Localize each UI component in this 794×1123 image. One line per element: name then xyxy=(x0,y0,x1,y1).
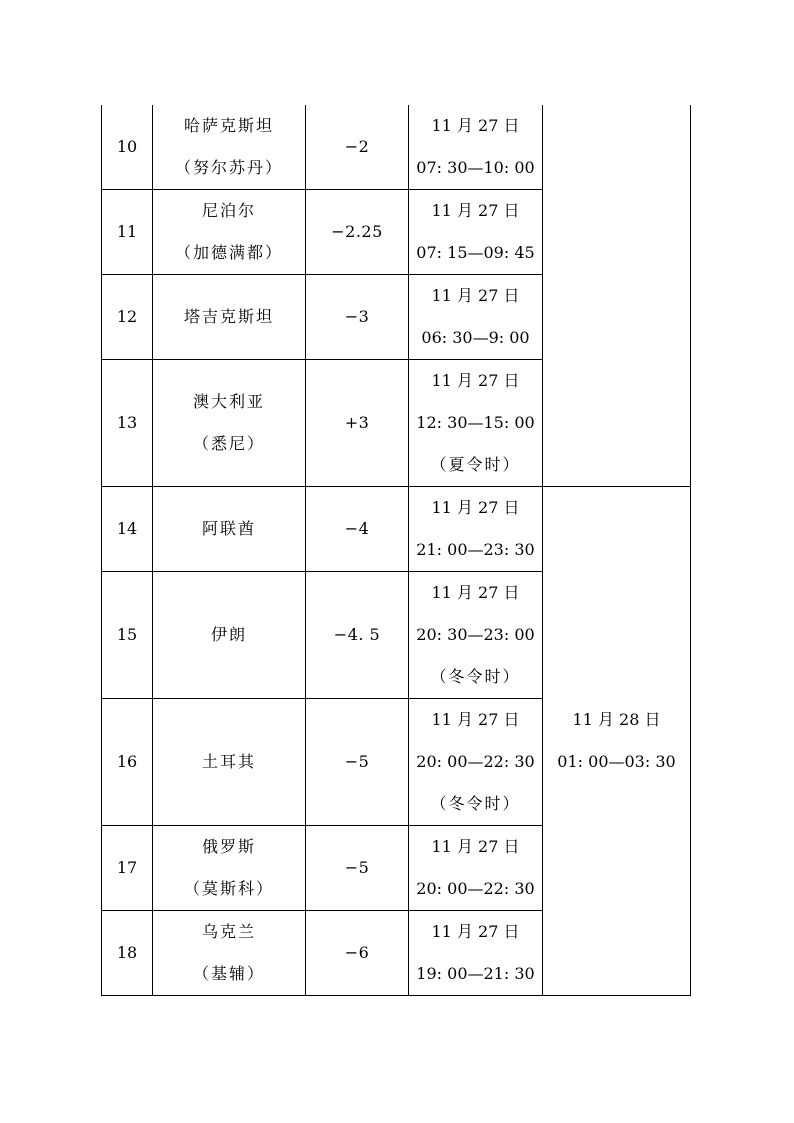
beijing-time-cell xyxy=(543,487,691,996)
country-name: 尼泊尔 xyxy=(201,201,256,220)
local-date: 11 月 27 日 xyxy=(431,710,520,729)
dst-note: （冬令时） xyxy=(430,667,521,686)
local-time-cell xyxy=(409,572,543,699)
local-time-cell xyxy=(409,360,543,487)
country-cell xyxy=(153,360,306,487)
local-time-range: 07: 15—09: 45 xyxy=(416,243,535,262)
local-time-cell xyxy=(409,275,543,360)
city-name: （基辅） xyxy=(192,964,265,983)
country-name: 塔吉克斯坦 xyxy=(183,307,274,326)
row-number: 13 xyxy=(102,360,153,487)
dst-note: （冬令时） xyxy=(430,794,521,813)
local-time-range: 20: 00—22: 30 xyxy=(416,752,535,771)
city-name: （努尔苏丹） xyxy=(174,158,283,177)
local-date: 11 月 27 日 xyxy=(431,922,520,941)
country-cell xyxy=(153,275,306,360)
row-number: 10 xyxy=(102,105,153,190)
time-offset: −4 xyxy=(306,487,409,572)
row-number: 16 xyxy=(102,699,153,826)
local-time-cell xyxy=(409,699,543,826)
local-time-range: 12: 30—15: 00 xyxy=(416,413,535,432)
country-name: 土耳其 xyxy=(201,752,256,771)
row-number: 12 xyxy=(102,275,153,360)
local-time-cell xyxy=(409,190,543,275)
local-time-cell xyxy=(409,487,543,572)
table-row xyxy=(102,487,691,572)
local-time-cell xyxy=(409,105,543,190)
time-offset: −5 xyxy=(306,826,409,911)
country-cell xyxy=(153,911,306,996)
country-cell xyxy=(153,105,306,190)
local-date: 11 月 27 日 xyxy=(431,837,520,856)
beijing-date: 11 月 28 日 xyxy=(572,710,661,729)
table-row xyxy=(102,105,691,190)
row-number: 15 xyxy=(102,572,153,699)
country-cell xyxy=(153,826,306,911)
local-time-range: 06: 30—9: 00 xyxy=(421,328,530,347)
beijing-time-cell-upper xyxy=(543,105,691,487)
time-offset: −5 xyxy=(306,699,409,826)
time-offset: −6 xyxy=(306,911,409,996)
dst-note: （夏令时） xyxy=(430,455,521,474)
country-cell xyxy=(153,699,306,826)
local-time-cell xyxy=(409,826,543,911)
country-name: 俄罗斯 xyxy=(201,837,256,856)
country-cell xyxy=(153,572,306,699)
row-number: 11 xyxy=(102,190,153,275)
country-name: 澳大利亚 xyxy=(192,392,265,411)
local-time-cell xyxy=(409,911,543,996)
time-offset: −2.25 xyxy=(306,190,409,275)
local-date: 11 月 27 日 xyxy=(431,498,520,517)
local-date: 11 月 27 日 xyxy=(431,371,520,390)
country-name: 乌克兰 xyxy=(201,922,256,941)
time-offset: −3 xyxy=(306,275,409,360)
timezone-table xyxy=(101,105,691,996)
local-time-range: 20: 00—22: 30 xyxy=(416,879,535,898)
time-offset: +3 xyxy=(306,360,409,487)
local-date: 11 月 27 日 xyxy=(431,286,520,305)
local-time-range: 21: 00—23: 30 xyxy=(416,540,535,559)
time-offset: −2 xyxy=(306,105,409,190)
country-name: 哈萨克斯坦 xyxy=(183,116,274,135)
row-number: 17 xyxy=(102,826,153,911)
beijing-time-range: 01: 00—03: 30 xyxy=(557,752,676,771)
city-name: （莫斯科） xyxy=(183,879,274,898)
local-date: 11 月 27 日 xyxy=(431,583,520,602)
local-date: 11 月 27 日 xyxy=(431,201,520,220)
time-offset: −4. 5 xyxy=(306,572,409,699)
local-time-range: 19: 00—21: 30 xyxy=(416,964,535,983)
country-name: 伊朗 xyxy=(210,625,247,644)
local-time-range: 20: 30—23: 00 xyxy=(416,625,535,644)
country-name: 阿联酋 xyxy=(201,519,256,538)
country-cell xyxy=(153,190,306,275)
row-number: 14 xyxy=(102,487,153,572)
local-date: 11 月 27 日 xyxy=(431,116,520,135)
city-name: （悉尼） xyxy=(192,434,265,453)
row-number: 18 xyxy=(102,911,153,996)
city-name: （加德满都） xyxy=(174,243,283,262)
country-cell xyxy=(153,487,306,572)
local-time-range: 07: 30—10: 00 xyxy=(416,158,535,177)
